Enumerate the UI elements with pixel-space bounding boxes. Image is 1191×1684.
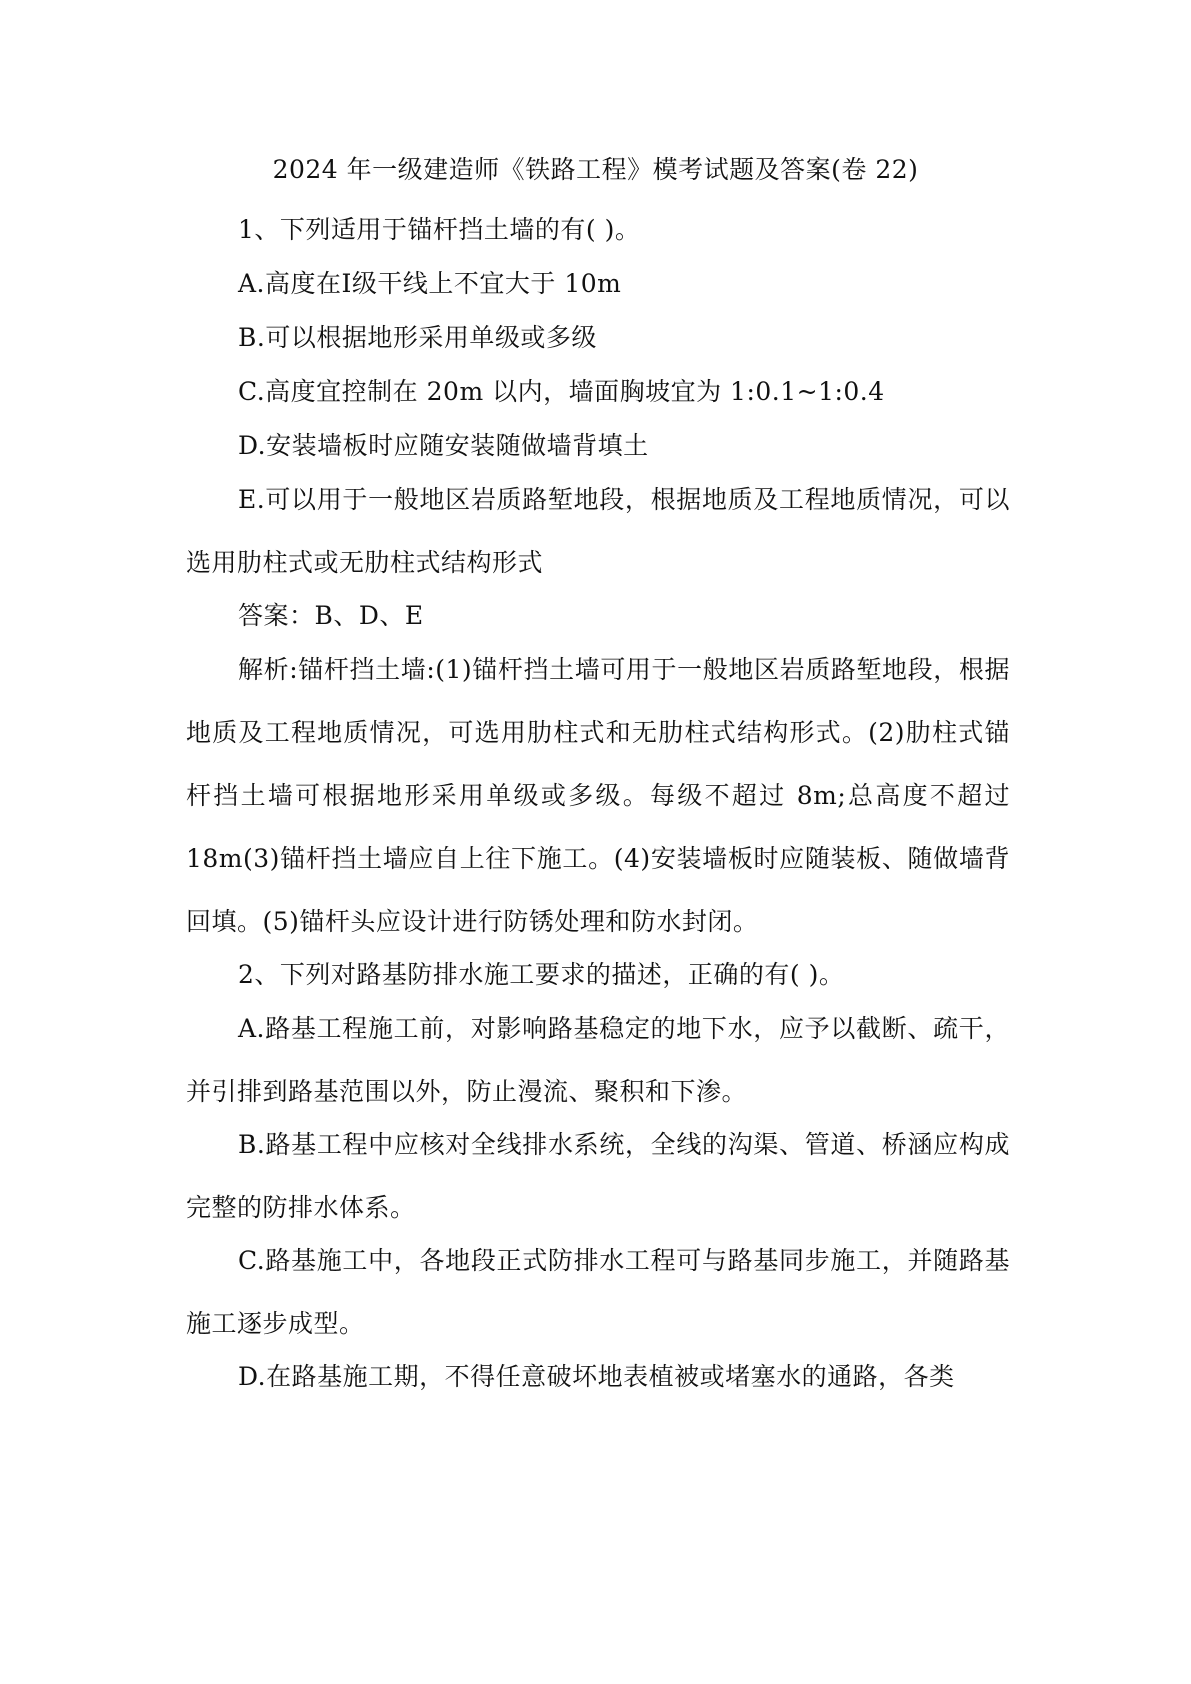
question-1-option-b: B.可以根据地形采用单级或多级 bbox=[238, 323, 597, 352]
question-1-option-d: D.安装墙板时应随安装随做墙背填土 bbox=[238, 431, 649, 460]
question-1-stem: 1、下列适用于锚杆挡土墙的有( )。 bbox=[238, 215, 641, 244]
question-2-option-c: C.路基施工中，各地段正式防排水工程可与路基同步施工，并随路基施工逐步成型。 bbox=[186, 1246, 1010, 1338]
document-title: 2024 年一级建造师《铁路工程》模考试题及答案(卷 22) bbox=[272, 155, 919, 184]
question-2-option-b: B.路基工程中应核对全线排水系统，全线的沟渠、管道、桥涵应构成完整的防排水体系。 bbox=[186, 1130, 1010, 1222]
question-2-stem: 2、下列对路基防排水施工要求的描述，正确的有( )。 bbox=[238, 960, 845, 989]
question-1-option-c: C.高度宜控制在 20m 以内，墙面胸坡宜为 1:0.1~1:0.4 bbox=[238, 377, 885, 406]
question-1-analysis: 解析:锚杆挡土墙:(1)锚杆挡土墙可用于一般地区岩质路堑地段，根据地质及工程地质情况，可选用肋柱式和无肋柱式结构形式。(2)肋柱式锚杆挡土墙可根据地形采用单级或多级。每级不超过 8m;总高度不超过 18m(3)锚杆挡土墙应自上往下施工。(4)安装墙板时应随装板、随做墙背回填。(5)锚杆头应设计进行防锈处理和防水封闭。 bbox=[186, 655, 1010, 936]
question-2-option-a: A.路基工程施工前，对影响路基稳定的地下水，应予以截断、疏干，并引排到路基范围以外，防止漫流、聚积和下渗。 bbox=[186, 1014, 1010, 1106]
question-1-answer: 答案：B、D、E bbox=[238, 601, 424, 630]
question-1-option-e: E.可以用于一般地区岩质路堑地段，根据地质及工程地质情况，可以选用肋柱式或无肋柱式结构形式 bbox=[186, 485, 1010, 577]
document-body bbox=[186, 212, 1010, 1413]
question-1-option-a: A.高度在Ⅰ级干线上不宜大于 10m bbox=[238, 269, 622, 298]
question-2-option-d: D.在路基施工期，不得任意破坏地表植被或堵塞水的通路，各类 bbox=[238, 1362, 955, 1391]
